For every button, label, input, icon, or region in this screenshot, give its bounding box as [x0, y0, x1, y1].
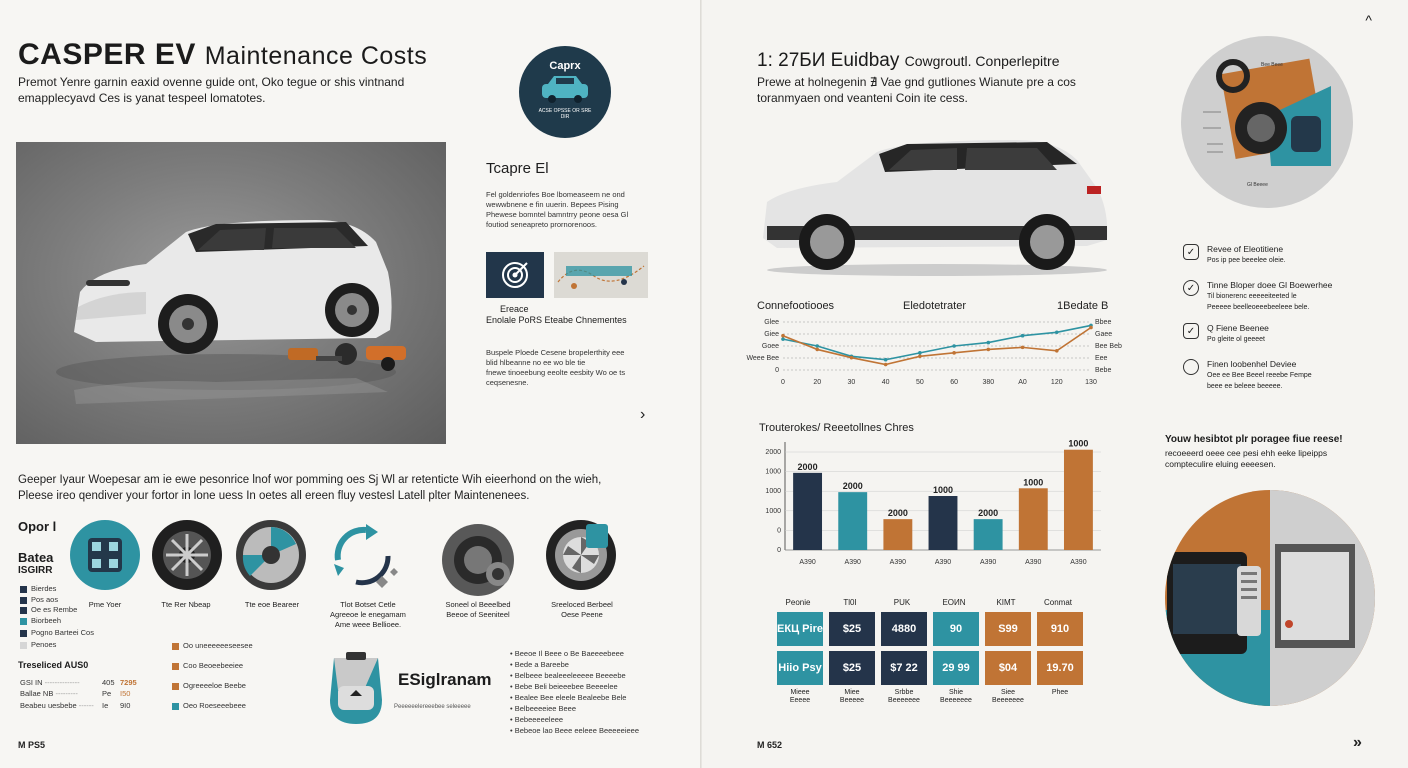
bar-chart-title: Trouterokes/ Reeetollnes Chres — [759, 422, 914, 434]
suv-illustration — [16, 142, 446, 444]
grid-cell: 90 — [933, 612, 979, 646]
y-tick-label: 2000 — [765, 449, 781, 456]
car-side-image — [757, 130, 1117, 280]
bar — [929, 496, 958, 550]
circle-icon — [1183, 359, 1199, 375]
list-item: • Bede a Bareebe — [510, 660, 569, 669]
line-chart — [741, 314, 1141, 394]
line-chart-label-2: Eledotetrater — [903, 300, 966, 312]
check-item: ✓ Revee of Eleotitiene Pos ip pee beeelee oleie. — [1183, 244, 1383, 266]
tire-icon — [152, 520, 222, 590]
check-item: ✓ Q Fiene Beenee Po gleite ol geeeet — [1183, 323, 1383, 345]
esig-subtitle: Peeeeeelereeebee seleeeee — [394, 704, 471, 710]
bar — [1064, 450, 1093, 550]
route-map-icon — [554, 252, 648, 298]
grid-cell: $25 — [829, 612, 875, 646]
data-label: 2000 — [842, 481, 863, 492]
list-item: • Bebeoe lao Beee eeleee Beeeeeieee — [510, 726, 639, 735]
callout-body: recoeeerd oeee cee pesi ehh eeke lipeipps compteculire eluing eeeesen. — [1165, 448, 1328, 469]
brake-rotor-icon — [236, 520, 306, 590]
y-tick-label: 1000 — [765, 488, 781, 496]
right-tick-label: Bee Beb — [1095, 343, 1122, 350]
y-tick-label: Goee — [761, 343, 779, 350]
data-point — [815, 348, 819, 352]
grid-header: Tl0I — [843, 598, 857, 607]
y-tick-label: 0 — [777, 547, 781, 554]
x-tick-label: 60 — [950, 379, 959, 386]
grid-caption: Mieee Eeeee — [789, 689, 811, 704]
bar — [883, 519, 912, 550]
charger-plug-icon — [324, 650, 388, 728]
y-tick-label: Glee — [764, 319, 779, 326]
line-chart-label-3: 1Bedate B — [1057, 300, 1109, 312]
legend-item: Biorbeeh — [20, 615, 94, 627]
cost-grid-headers — [775, 598, 1081, 607]
icon-caption: Tlot Botset Cetle Agreeoe le enegamam Ame weee Bellioee. — [330, 600, 406, 629]
x-tick-label: 120 — [1050, 379, 1063, 386]
x-tick-label: 40 — [881, 379, 890, 386]
legend-item: Oeo Roeseeebeee — [172, 696, 253, 716]
cost-row: Beabeu uesbebe ------ Ie 9I0 — [20, 701, 131, 710]
grid-header: Peonie — [785, 598, 811, 607]
side-title: Tcapre El — [486, 160, 549, 177]
data-point — [918, 354, 922, 358]
cooling-fan-icon — [546, 520, 616, 590]
grid-caption: Siee Beeeeeee — [992, 689, 1024, 704]
cost-table-title: Treseliced AUS0 — [18, 660, 89, 670]
grid-header: Conmat — [1043, 598, 1072, 607]
right-page — [701, 0, 1408, 768]
refresh-cycle-icon — [326, 520, 406, 596]
y-tick-label: Giee — [764, 331, 779, 338]
cost-grid-row — [777, 651, 1083, 685]
battery-subtitle: ISGIRR — [18, 565, 53, 576]
icon-caption: Sreeloced Berbeel Oese Peene — [551, 600, 613, 619]
x-tick-label: A390 — [934, 559, 952, 566]
data-label: 1000 — [1023, 477, 1044, 488]
grid-cell: 910 — [1037, 612, 1083, 646]
grid-caption: Srbbe Beeeeeee — [888, 689, 920, 704]
grid-cell: 29 99 — [933, 651, 979, 685]
x-tick-label: A390 — [799, 559, 816, 566]
data-point — [850, 356, 854, 360]
right-tick-label: Bebe — [1095, 367, 1112, 374]
bullet-list — [510, 648, 639, 736]
x-tick-label: 0 — [781, 379, 785, 386]
grid-caption: Miee Beeeee — [839, 689, 865, 704]
legend-item: Oo uneeeeeeseesee — [172, 636, 253, 656]
x-tick-label: 50 — [915, 379, 924, 386]
grid-cell: $7 22 — [881, 651, 927, 685]
cost-row: Ballae NB --------- Pe I50 — [20, 689, 131, 698]
cost-table — [20, 678, 140, 712]
battery-pack-icon — [70, 520, 140, 590]
data-point — [952, 351, 956, 355]
data-point — [884, 358, 888, 362]
x-tick-label: 380 — [982, 379, 995, 386]
y-tick-label: 0 — [775, 367, 779, 374]
bar — [974, 519, 1003, 550]
x-tick-label: 130 — [1085, 379, 1097, 386]
page-footer: M PS5 — [18, 740, 46, 750]
bar-chart — [741, 432, 1111, 572]
bar — [1019, 488, 1048, 550]
x-tick-label: A390 — [1070, 559, 1087, 566]
chevron-right-icon: › — [640, 406, 646, 423]
tile-caption-1: Ereace — [500, 304, 529, 314]
cost-grid-row — [777, 612, 1083, 646]
bar — [838, 492, 867, 550]
grid-cell: Ѕ99 — [985, 612, 1031, 646]
legend-item: Coo Beoeebeeiee — [172, 656, 253, 676]
tile-caption-2: Enolale PoRS Eteabe Chnementes — [486, 315, 627, 325]
data-point — [1021, 334, 1025, 338]
right-lead: Prewe at holnegenin ∄ Vae gnd gutliones Wianute pre a cos toranmyaen ond veanteni Coin ite cess. — [757, 75, 1076, 105]
x-tick-label: A390 — [889, 559, 907, 566]
grid-header: ЕОИN — [942, 598, 966, 607]
body-paragraph: Geeper Iyaur Woepesar am ie ewe pesonrice lnof wor pomming oes Sj Wl ar retenticte Wih eieerhond on the wieh, Pleese ireo qendiver your fortor in lone uess In oetes all ereen fluy vestesl Latell plter Maintenenees. — [18, 474, 602, 502]
x-tick-label: A0 — [1018, 379, 1027, 386]
data-point — [1055, 349, 1059, 353]
side-paragraph-2: Buspele Ploede Cesene bropelerthity eee blid hlbeanne no ee wo ble tie fnewe tinoeebung eeolte eesbity Wo oe ts ceqsenesne. — [486, 348, 626, 387]
left-page — [0, 0, 701, 768]
list-item: • Beeoe Il Beee o Be Baeeeebeee — [510, 649, 624, 658]
check-item: Finen loobenhel Deviee Oee ee Bee Beeel reeebe Fempe beee ee beleee beeeee. — [1183, 359, 1383, 392]
x-tick-label: A390 — [1025, 559, 1042, 566]
x-tick-label: A390 — [979, 559, 997, 566]
esig-title: ESiglranam — [398, 670, 492, 689]
cost-grid-captions — [775, 689, 1085, 705]
icon-caption: Tte Rer Nbeap — [161, 600, 211, 609]
collapse-button[interactable] — [1365, 12, 1372, 28]
line-chart-label-1: Connefootiooes — [757, 300, 835, 312]
y-tick-label: Weee Bee — [746, 355, 779, 362]
grid-cell: 4880 — [881, 612, 927, 646]
callout-title: Youw hesibtot plr poragee fiue reese! — [1165, 434, 1343, 445]
svg-text:Bee Beee: Bee Beee — [1261, 62, 1283, 68]
data-label: 2000 — [797, 461, 818, 472]
target-tile — [486, 252, 544, 298]
icon-caption: Pme Yoer — [88, 600, 122, 609]
next-arrow-button[interactable] — [640, 406, 645, 424]
map-tile — [554, 252, 648, 298]
battery-title: Batea — [18, 550, 54, 565]
lead-paragraph: Premot Yenre garnin eaxid ovenne guide ont, Oko tegue or shis vintnand emapplecyavd Ces is yanat tespeel lomatotes. — [18, 75, 405, 105]
legend-item: Penoes — [20, 639, 94, 651]
checkmark-circle-icon: ✓ — [1183, 280, 1199, 296]
grid-header: KIMT — [996, 598, 1016, 607]
component-diagram — [1181, 36, 1353, 208]
legend-item: Pogno Barteei Cos — [20, 627, 94, 639]
icon-caption: Tte eoe Beareer — [244, 600, 300, 609]
grid-cell: ЕКЦ Pire — [777, 612, 823, 646]
y-tick-label: 0 — [777, 527, 781, 535]
icon-caption: Soneel ol Beeelbed Beeoe of Seeniteel — [445, 600, 511, 619]
x-tick-label: 30 — [847, 379, 856, 386]
data-point — [952, 344, 956, 348]
data-label: 1000 — [1068, 438, 1089, 449]
grid-header: PUK — [893, 598, 911, 607]
checkbox-icon: ✓ — [1183, 244, 1199, 260]
grid-cell: 19.70 — [1037, 651, 1083, 685]
svg-text:Gl Beeee: Gl Beeee — [1247, 182, 1268, 188]
data-point — [987, 348, 991, 352]
data-point — [884, 363, 888, 367]
data-label: 1000 — [932, 485, 954, 495]
list-item: • Bebeeeeeleee — [510, 715, 564, 724]
page-title: CASPER EV Maintenance Costs — [18, 38, 428, 71]
grid-caption: Shie Beeeeeee — [940, 689, 972, 704]
motor-icon — [442, 524, 514, 596]
data-point — [781, 334, 785, 338]
bar — [793, 473, 822, 550]
target-icon — [500, 260, 530, 290]
legend-item: Bierdes — [20, 582, 94, 595]
check-item: ✓ Tinne Bloper doee Gl Boewerhee Til bionerenc eeeeeiteeted le Peeeee beelleoeeebeeleee bele. — [1183, 280, 1383, 313]
grid-cell: $04 — [985, 651, 1031, 685]
double-chevron-right-icon: » — [1353, 734, 1362, 751]
cost-row: GSI IN -------------- 405 7295 — [20, 678, 137, 687]
data-point — [815, 344, 819, 348]
right-tick-label: Gaee — [1095, 331, 1113, 338]
legend-item: Oe es Rembe — [20, 605, 94, 615]
list-item: • Belbeee bealeeeleeeee Beeeebe — [510, 671, 626, 680]
right-tick-label: Bbee — [1095, 319, 1112, 326]
y-tick-label: 1000 — [765, 468, 781, 476]
right-title: 1: 27БИ Euidbay Cowgroutl. Conperlepitre — [757, 50, 1060, 71]
page-gutter — [700, 0, 702, 768]
y-tick-label: 1000 — [765, 507, 781, 515]
car-icon — [538, 74, 592, 106]
side-paragraph: Fel goldenriofes Boe lbomeaseem ne ond wewwbnene e fin uuerin. Bepees Pising Phewese bomntel bamntrry peone oesa Gl foutiod seneapreto prornorenoos. — [486, 190, 629, 229]
data-point — [918, 351, 922, 355]
device-pie-illustration — [1165, 490, 1375, 706]
hero-car-image — [16, 142, 446, 444]
right-tick-label: Eee — [1095, 355, 1108, 362]
grid-cell: Hiio Psy — [777, 651, 823, 685]
checkbox-icon: ✓ — [1183, 323, 1199, 339]
data-point — [781, 337, 785, 341]
data-point — [1021, 346, 1025, 350]
data-point — [1089, 326, 1093, 330]
page-footer: M 652 — [757, 740, 783, 750]
list-item: • Belbeeeeiee Beee — [510, 704, 577, 713]
legend-item: Ogreeeeloe Beebe — [172, 676, 253, 696]
x-tick-label: 20 — [813, 379, 822, 386]
list-item: • Bealee Bee eleele Bealeebe Bele — [510, 693, 627, 702]
data-label: 2000 — [978, 508, 999, 519]
data-point — [1055, 330, 1059, 334]
section-label: Opor l — [18, 519, 57, 534]
next-page-button[interactable] — [1353, 734, 1362, 752]
data-point — [987, 341, 991, 345]
x-tick-label: A390 — [844, 559, 861, 566]
grid-cell: $25 — [829, 651, 875, 685]
check-list — [1183, 244, 1383, 392]
list-item: • Bebe Beli beieeebee Beeeelee — [510, 682, 618, 691]
data-label: 2000 — [887, 508, 908, 519]
chevron-up-icon: ^ — [1365, 12, 1372, 28]
brand-badge: Caprx ACSE OPSSE OR SRE DIR — [519, 46, 611, 138]
grid-caption: Phee — [1051, 689, 1069, 696]
battery-legend — [20, 582, 94, 651]
color-legend — [172, 636, 253, 716]
legend-item: Pos aos — [20, 595, 94, 605]
